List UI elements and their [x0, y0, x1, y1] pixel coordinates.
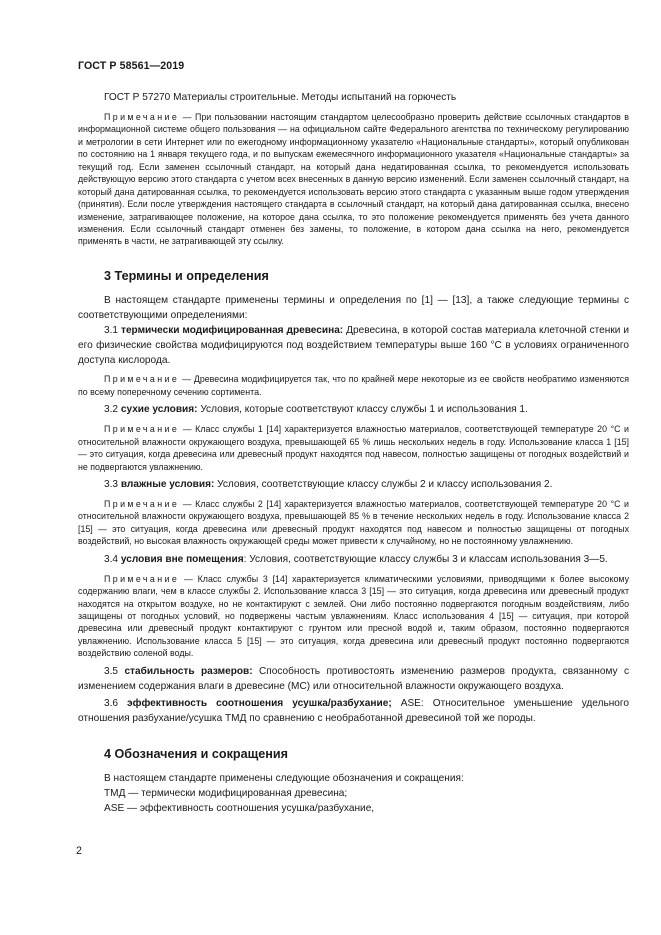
note-text: — Класс службы 2 [14] характеризуется влажностью материалов, соответствующей температуре 20 °C и относительной влажности окружающего воздуха, превышающей 85 % в течение нескольких недель в году. Использование класса 2 [15] — это ситуация, когда древесина или древесный продукт находятся под навесом и полностью защищены от погодных воздействий, но высокая влажность окружающей среды может привести к случайному, но не постоянному увлажнению. [78, 498, 629, 547]
abbreviation-tmd: ТМД — термически модифицированная древесина; [104, 788, 348, 800]
term-definition: ASE: Относительное уменьшение удельного отношения разбухание/усушка ТМД по сравнению с необработанной древесиной той же породы. [78, 697, 629, 724]
term-3-4-note [78, 573, 629, 660]
term-definition: Древесина, в которой состав материала клеточной стенки и его физические свойства модифицируются под воздействием температуры выше 160 °C в условиях ограниченного доступа кислорода. [78, 324, 629, 366]
note-label: Примечание [104, 498, 180, 509]
term-name: сухие условия: [120, 404, 198, 416]
term-number: 3.1 [104, 324, 121, 336]
term-definition: Способность противостоять изменению размеров продукта, связанному с изменением содержания влаги в древесине (МС) или относительной влажности окружающего воздуха. [78, 665, 629, 692]
term-definition: Условия, которые соответствуют классу службы 1 и использования 1. [197, 404, 528, 416]
section-3-heading: 3 Термины и определения [104, 268, 269, 283]
section-4-intro: В настоящем стандарте применены следующие обозначения и сокращения: [104, 773, 464, 785]
section-4-heading: 4 Обозначения и сокращения [104, 747, 288, 762]
references-note [78, 111, 629, 248]
term-3-3 [78, 478, 629, 493]
term-3-1-note [78, 373, 629, 398]
note-text: — Древесина модифицируется так, что по крайней мере некоторые из ее свойств необратимо изменяются по всему поперечному сечению сортимента. [78, 374, 629, 397]
section-3-intro: В настоящем стандарте применены термины и определения по [1] — [13], а также следующие термины с соответствующими определениями: [78, 294, 629, 321]
term-3-3-note [78, 498, 629, 548]
note-label: Примечание [104, 374, 180, 385]
document-body [78, 88, 629, 817]
note-label: Примечание [104, 424, 180, 435]
normative-reference-gost-57270: ГОСТ Р 57270 Материалы строительные. Методы испытаний на горючесть [104, 92, 457, 103]
term-number: 3.3 [104, 479, 121, 491]
page-number: 2 [76, 845, 82, 857]
term-3-5 [78, 665, 629, 695]
term-name: эффективность соотношения усушка/разбухание; [127, 697, 392, 709]
term-3-4 [78, 553, 629, 568]
document-code-header: ГОСТ Р 58561—2019 [78, 60, 185, 72]
term-3-2-note [78, 423, 629, 473]
term-name: стабильность размеров: [124, 665, 253, 677]
term-3-1 [78, 324, 629, 369]
note-text: — Класс службы 3 [14] характеризуется климатическими условиями, приводящими к более высокому содержанию влаги, чем в классе службы 2. Использование класса 3 [15] — это ситуация, когда древесина или древесный продукт находятся на открытом воздухе, но не контактируют с землей. Они либо постоянно подвергаются погодным воздействиям, либо защищены от погодных условий, но подвержены частым увлажнениям. Класс использования 4 [15] — ситуация, при которой древесина или древесный продукт контактируют с грунтом или пресной водой и, таким образом, постоянно подвергаются увлажнению. Использование класса 5 [15] — это ситуация, когда древесина или древесный продукт постоянно подвергаются воздействию соленой воды. [78, 573, 629, 659]
term-name: влажные условия: [120, 479, 215, 491]
term-3-2 [78, 403, 629, 418]
term-3-6 [78, 697, 629, 727]
term-definition: Условия, соответствующие классу службы 2 и классу использования 2. [214, 479, 553, 491]
term-number: 3.6 [104, 697, 128, 709]
term-definition: : Условия, соответствующие классу службы 3 и классам использования 3—5. [243, 553, 608, 565]
term-name: термически модифицированная древесина: [121, 324, 344, 336]
term-name: условия вне помещения [120, 553, 244, 565]
abbreviation-ase: ASE — эффективность соотношения усушка/разбухание, [104, 803, 375, 815]
note-text: — Класс службы 1 [14] характеризуется влажностью материалов, соответствующей температуре 20 °C и относительной влажности окружающего воздуха, превышающей 65 % лишь нескольких недель в году. Использование класса 1 [15] — это ситуация, когда древесина или древесный продукт находятся под навесом, полностью защищены от погодных воздействий и не подвергаются увлажнению. [78, 424, 629, 472]
term-number: 3.5 [104, 665, 125, 677]
note-text: — При пользовании настоящим стандартом целесообразно проверить действие ссылочных стандартов в информационной системе общего пользования — на официальном сайте Федерального агентства по техническому регулированию и метрологии в сети Интернет или по ежегодному информационному указателю «Национальные стандарты», который опубликован по состоянию на 1 января текущего года, и по выпускам ежемесячного информационного указателя «Национальные стандарты» за текущий год. Если заменен ссылочный стандарт, на который дана недатированная ссылка, то рекомендуется использовать действующую версию этого стандарта с учетом всех внесенных в данную версию изменений. Если заменен ссылочный стандарт, на который дана датированная ссылка, то рекомендуется использовать версию этого стандарта с указанным выше годом утверждения (принятия). Если после утверждения настоящего стандарта в ссылочный стандарт, на который дана датированная ссылка, внесено изменение, затрагивающее положение, на которое дана ссылка, то это положение рекомендуется применять без учета данного изменения. Если ссылочный стандарт отменен без замены, то положение, в котором дана ссылка на него, рекомендуется применять в части, не затрагивающей эту ссылку. [78, 111, 629, 247]
note-label: Примечание [104, 111, 180, 122]
term-number: 3.2 [104, 404, 121, 416]
note-label: Примечание [104, 573, 180, 584]
term-number: 3.4 [104, 553, 121, 565]
